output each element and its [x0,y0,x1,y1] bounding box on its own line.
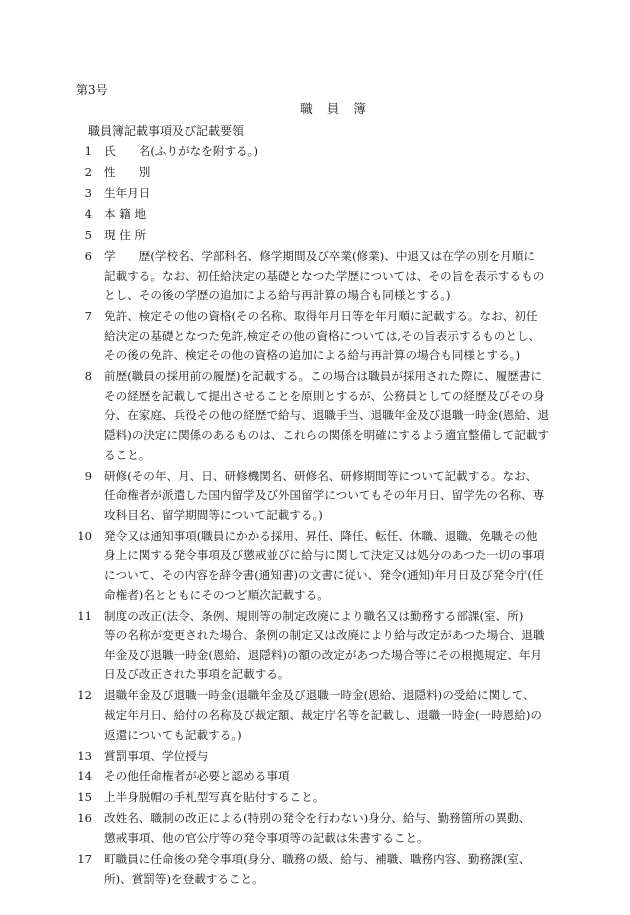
item-text: 性 別 [104,164,151,179]
list-item [76,607,554,685]
item-number: 17 [77,852,92,867]
item-text: 発令又は通知事項(職員にかかる採用、昇任、降任、転任、休職、退職、免職その他 身上に関する発令事項及び懲戒並びに給与に関して決定又は処分のあつた一切の事項 について、その内容を辞令書(通知書)の文書に従い、発令(通知)年月日及び発令庁(任 命権者)名とともにそのつど順次記載する。 [104,528,545,602]
item-number: 13 [77,748,92,763]
list-item [76,307,554,366]
list-item [76,850,554,889]
item-number: 11 [77,608,92,623]
list-item [76,788,554,808]
list-item [76,142,554,162]
list-item [76,163,554,183]
list-item [76,686,554,745]
item-text: 制度の改正(法令、条例、規則等の制定改廃により職名又は勤務する部課(室、所) 等の名称が変更された場合、条例の制定又は改廃により給与改定があつた場合、退職 年金及び退職一時金(恩給、退隠料)の額の改定があつた場合等にその根拠規定、年月 日及び改正された事項を記載する。 [104,608,545,682]
item-number: 8 [84,369,92,384]
item-text: 免許、検定その他の資格(その名称、取得年月日等を年月順に記載する。なお、初任 給決定の基礎となつた免許,検定その他の資格については,その旨表示するものとし、 その後の免許、検定その他の資格の追加による給与再計算の場合も同様とする。) [104,309,541,363]
item-number: 7 [84,309,92,324]
item-text: 前歴(職員の採用前の履歴)を記載する。この場合は職員が採用された際に、履歴書に その経歴を記載して提出させることを原則とするが、公務員としての経歴及びその身 分、在家庭、兵役その他の経歴で給与、退職手当、退職年金及び退職一時金(恩給、退 隠料)の決定に関係のあるものは、これらの関係を明確にするよう適宜整備して記載す ること。 [104,369,550,462]
item-text: 上半身脱帽の手札型写真を貼付すること。 [104,790,325,805]
item-number: 1 [84,144,92,158]
item-text: 生年月日 [104,185,151,200]
item-number: 4 [84,206,92,221]
item-number: 12 [77,688,92,703]
item-text: 現 住 所 [104,227,147,242]
list-item [76,467,554,526]
document-title: 職員簿 [300,101,380,116]
item-text: 町職員に任命後の発令事項(身分、職務の級、給与、補職、職務内容、勤務課(室、 所)、賞罰等)を登載すること。 [104,852,531,886]
item-list [76,142,554,891]
item-text: 退職年金及び退職一時金(退職年金及び退職一時金(恩給、退隠料)の受給に関して、 裁定年月日、給付の名称及び裁定額、裁定庁名等を記載し、退職一時金(一時恩給)の 返還についても記載する。) [104,688,543,742]
list-item [76,767,554,787]
item-text: 学 歴(学校名、学部科名、修学期間及び卒業(修業)、中退又は在学の別を月順に 記載する。なお、初任給決定の基礎となつた学歴については、その旨を表示するもの とし、その後の学歴の追加による給与再計算の場合も同様とする。) [104,248,545,303]
item-number: 15 [77,790,92,805]
item-text: 研修(その年、月、日、研修機関名、研修名、研修期間等について記載する。なお、 任命権者が派遣した国内留学及び外国留学についてもその年月日、留学先の名称、専 攻科目名、留学期間等について記載する。) [104,468,545,522]
list-item [76,809,554,848]
list-item [76,747,554,767]
item-number: 10 [77,528,92,543]
form-number: 第3号 [76,83,108,97]
item-number: 9 [84,468,92,483]
list-item [76,205,554,225]
item-text: 本 籍 地 [104,206,147,221]
item-number: 6 [84,248,92,263]
list-item [76,367,554,465]
item-text: 改姓名、職制の改正による(特別の発令を行わない)身分、給与、勤務箇所の異動、 懲戒事項、他の官公庁等の発令事項等の記載は朱書すること。 [104,811,531,846]
document-subtitle: 職員簿記載事項及び記載要領 [88,124,245,138]
list-item [76,184,554,204]
list-item [76,527,554,605]
item-number: 14 [77,769,92,784]
item-text: 氏 名(ふりがなを附する。) [104,144,258,158]
item-text: 賞罰事項、学位授与 [104,748,209,763]
item-text: その他任命権者が必要と認める事項 [104,769,290,784]
item-number: 16 [77,811,92,826]
item-number: 3 [84,185,92,200]
list-item [76,226,554,246]
item-number: 2 [84,164,92,179]
item-number: 5 [84,227,92,242]
list-item [76,247,554,306]
